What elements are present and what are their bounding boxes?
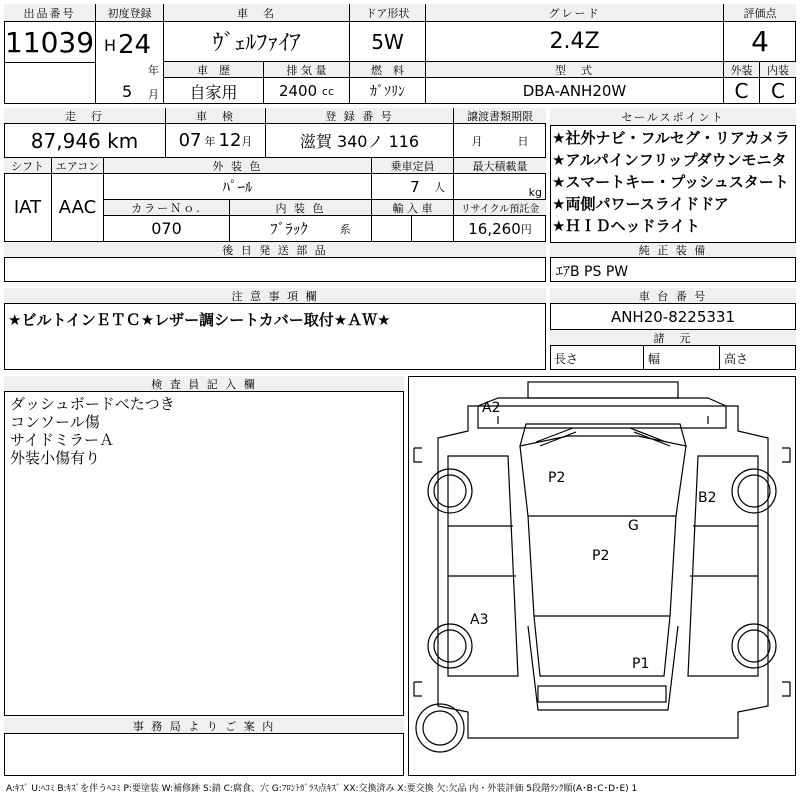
sales-point: ★スマートキー・プッシュスタート — [552, 173, 789, 191]
roof-top — [528, 382, 678, 398]
ac: AAC — [52, 174, 104, 242]
doors: 5W — [350, 22, 426, 62]
sales-points-list — [552, 127, 796, 237]
legend: A:ｷｽﾞ U:ﾍｺﾐ B:ｷｽﾞを伴うﾍｺﾐ P:要塗装 W:補修跡 S:錆 C:腐食、穴 G:ﾌﾛﾝﾄｶﾞﾗｽ点ｷｽﾞ XX:交換済み X:要交換 欠:欠品 内・外装評価 5段階ﾗﾝｸ順(A･B･C･D･E) 1 — [6, 784, 638, 794]
width-cell — [644, 346, 720, 370]
transfer-label: 譲渡書類期限 — [454, 108, 546, 124]
wheel-front-left — [428, 469, 472, 513]
import-label: 輸 入 車 — [372, 200, 454, 216]
displacement: 2400 — [278, 82, 318, 100]
shift-label: シフト — [4, 158, 52, 174]
damage-mark-a2: A2 — [482, 400, 501, 416]
name-label: 車 名 — [164, 4, 350, 22]
plate: 滋賀 340ノ 116 — [266, 124, 454, 158]
displacement-label: 排 気 量 — [264, 62, 350, 78]
ac-label: エアコン — [52, 158, 104, 174]
later-parts-label: 後 日 発 送 部 品 — [4, 242, 546, 258]
int-color: ﾌﾞﾗｯｸ — [270, 220, 308, 238]
grade: 2.4Z — [426, 22, 724, 62]
recycle-unit: 円 — [520, 222, 532, 236]
height-cell — [720, 346, 796, 370]
sales-point: ★ＨＩＤヘッドライト — [552, 217, 700, 235]
equipment-label: 純 正 装 備 — [550, 242, 796, 258]
rear-roof — [534, 616, 670, 676]
wiper-right — [630, 428, 670, 446]
transfer-month: 月 — [471, 134, 483, 148]
inspector-line: サイドミラーＡ — [10, 431, 114, 449]
shift: IAT — [4, 174, 52, 242]
damage-mark-g: G — [628, 518, 639, 534]
model-label: 型 式 — [426, 62, 724, 78]
car-diagram — [408, 376, 796, 776]
fuel: ｶﾞｿﾘﾝ — [350, 78, 426, 104]
score-label: 評価点 — [724, 4, 796, 22]
damage-mark-b2: B2 — [698, 490, 717, 506]
fuel-label: 燃 料 — [350, 62, 426, 78]
dims-label: 諸 元 — [550, 330, 796, 346]
grade-label: グレード — [426, 4, 724, 22]
damage-mark-p1: P1 — [632, 656, 650, 672]
color-no: 070 — [104, 216, 230, 242]
wiper-left — [536, 428, 576, 446]
damage-mark-p2-roof: P2 — [592, 548, 610, 564]
capacity-unit: 人 — [434, 180, 445, 194]
int-color-cell — [230, 216, 372, 242]
exterior-score: C — [724, 78, 760, 104]
recycle-cell — [454, 216, 546, 242]
lot-label: 出品番号 — [4, 4, 96, 22]
transfer-day: 日 — [517, 134, 529, 148]
reg-year-unit: 年 — [148, 64, 159, 77]
chassis-number: ANH20-8225331 — [550, 304, 796, 330]
color: ﾊﾟｰﾙ — [104, 174, 372, 200]
sales-point: ★社外ナビ・フルセグ・リアカメラ — [552, 129, 790, 147]
reg-month: 5 — [122, 82, 133, 101]
right-side — [688, 456, 758, 676]
int-color-label: 内 装 色 — [230, 200, 372, 216]
inspector-line: ダッシュボードべたつき — [10, 395, 175, 413]
roof — [528, 516, 676, 616]
interior-score: C — [771, 79, 785, 103]
model: DBA-ANH20W — [426, 78, 724, 104]
inspection-cell — [166, 124, 266, 158]
length-label: 長さ — [554, 351, 579, 366]
mileage-unit: km — [107, 128, 139, 153]
insp-year: 07 — [178, 130, 202, 151]
recycle-label: リサイクル預託金 — [454, 200, 546, 216]
mirror-right — [782, 448, 790, 462]
inspector-line: 外装小傷有り — [10, 449, 101, 467]
displacement-unit: cc — [321, 84, 335, 98]
damage-mark-a3: A3 — [470, 612, 489, 628]
first-reg-label: 初度登録 — [96, 4, 164, 22]
sales-points-label: セールスポイント — [550, 108, 796, 126]
transfer-cell — [454, 124, 546, 158]
lot-blank — [4, 62, 96, 104]
insp-year-unit: 年 — [204, 134, 216, 148]
height-label: 高さ — [724, 351, 749, 366]
sales-point: ★アルパインフリップダウンモニタ — [552, 151, 787, 169]
plate-label: 登 録 番 号 — [266, 108, 454, 124]
load-label: 最大積載量 — [454, 158, 546, 174]
width-label: 幅 — [648, 351, 661, 366]
insp-month: 12 — [218, 130, 242, 151]
hood — [520, 446, 686, 516]
length-cell — [550, 346, 644, 370]
reg-month-unit: 月 — [148, 88, 159, 101]
sales-point: ★両側パワースライドドア — [552, 195, 729, 213]
notes-value: ★ビルトインＥＴＣ★レザー調シートカバー取付★ＡＷ★ — [8, 311, 391, 329]
rear-bumper — [538, 686, 666, 702]
capacity-cell — [372, 174, 454, 200]
damage-mark-p2-hood: P2 — [548, 470, 566, 486]
load-unit: kg — [528, 186, 542, 199]
recycle: 16,260 — [468, 219, 521, 238]
mileage-cell — [4, 124, 166, 158]
color-no-label: カラーＮｏ. — [104, 200, 230, 216]
inspector-label: 検 査 員 記 入 欄 — [4, 376, 404, 392]
inspector-line: コンソール傷 — [10, 413, 100, 431]
interior-label: 内装 — [760, 62, 796, 78]
inspection-label: 車 検 — [166, 108, 266, 124]
capacity-label: 乗車定員 — [372, 158, 454, 174]
color-label: 外 装 色 — [104, 158, 372, 174]
mileage-label: 走 行 — [4, 108, 166, 124]
car-name: ｳﾞｪﾙﾌｧｲｱ — [164, 22, 350, 62]
capacity: 7 — [410, 177, 420, 196]
mileage: 87,946 — [30, 128, 101, 153]
insp-month-unit: 月 — [241, 134, 253, 148]
load-cell — [454, 174, 546, 200]
reg-year: 24 — [118, 30, 152, 60]
lot-number: 11039 — [4, 22, 96, 62]
exterior-label: 外装 — [724, 62, 760, 78]
int-color-unit: 系 — [339, 222, 351, 236]
rear-hatch — [528, 626, 678, 710]
doors-label: ドア形状 — [350, 4, 426, 22]
era: H — [104, 36, 117, 55]
chassis-label: 車 台 番 号 — [550, 288, 796, 304]
history-label: 車 歴 — [164, 62, 264, 78]
import-divider — [372, 216, 412, 242]
mirror-left — [414, 448, 422, 462]
office-label: 事 務 局 よ り ご 案 内 — [4, 718, 404, 734]
score: 4 — [724, 22, 796, 62]
displacement-cell — [264, 78, 350, 104]
history: 自家用 — [164, 78, 264, 104]
left-side — [448, 456, 518, 676]
inspector-notes — [10, 395, 175, 467]
equipment-value: ｴｱB PS PW — [556, 264, 629, 280]
notes-label: 注 意 事 項 欄 — [4, 288, 546, 304]
